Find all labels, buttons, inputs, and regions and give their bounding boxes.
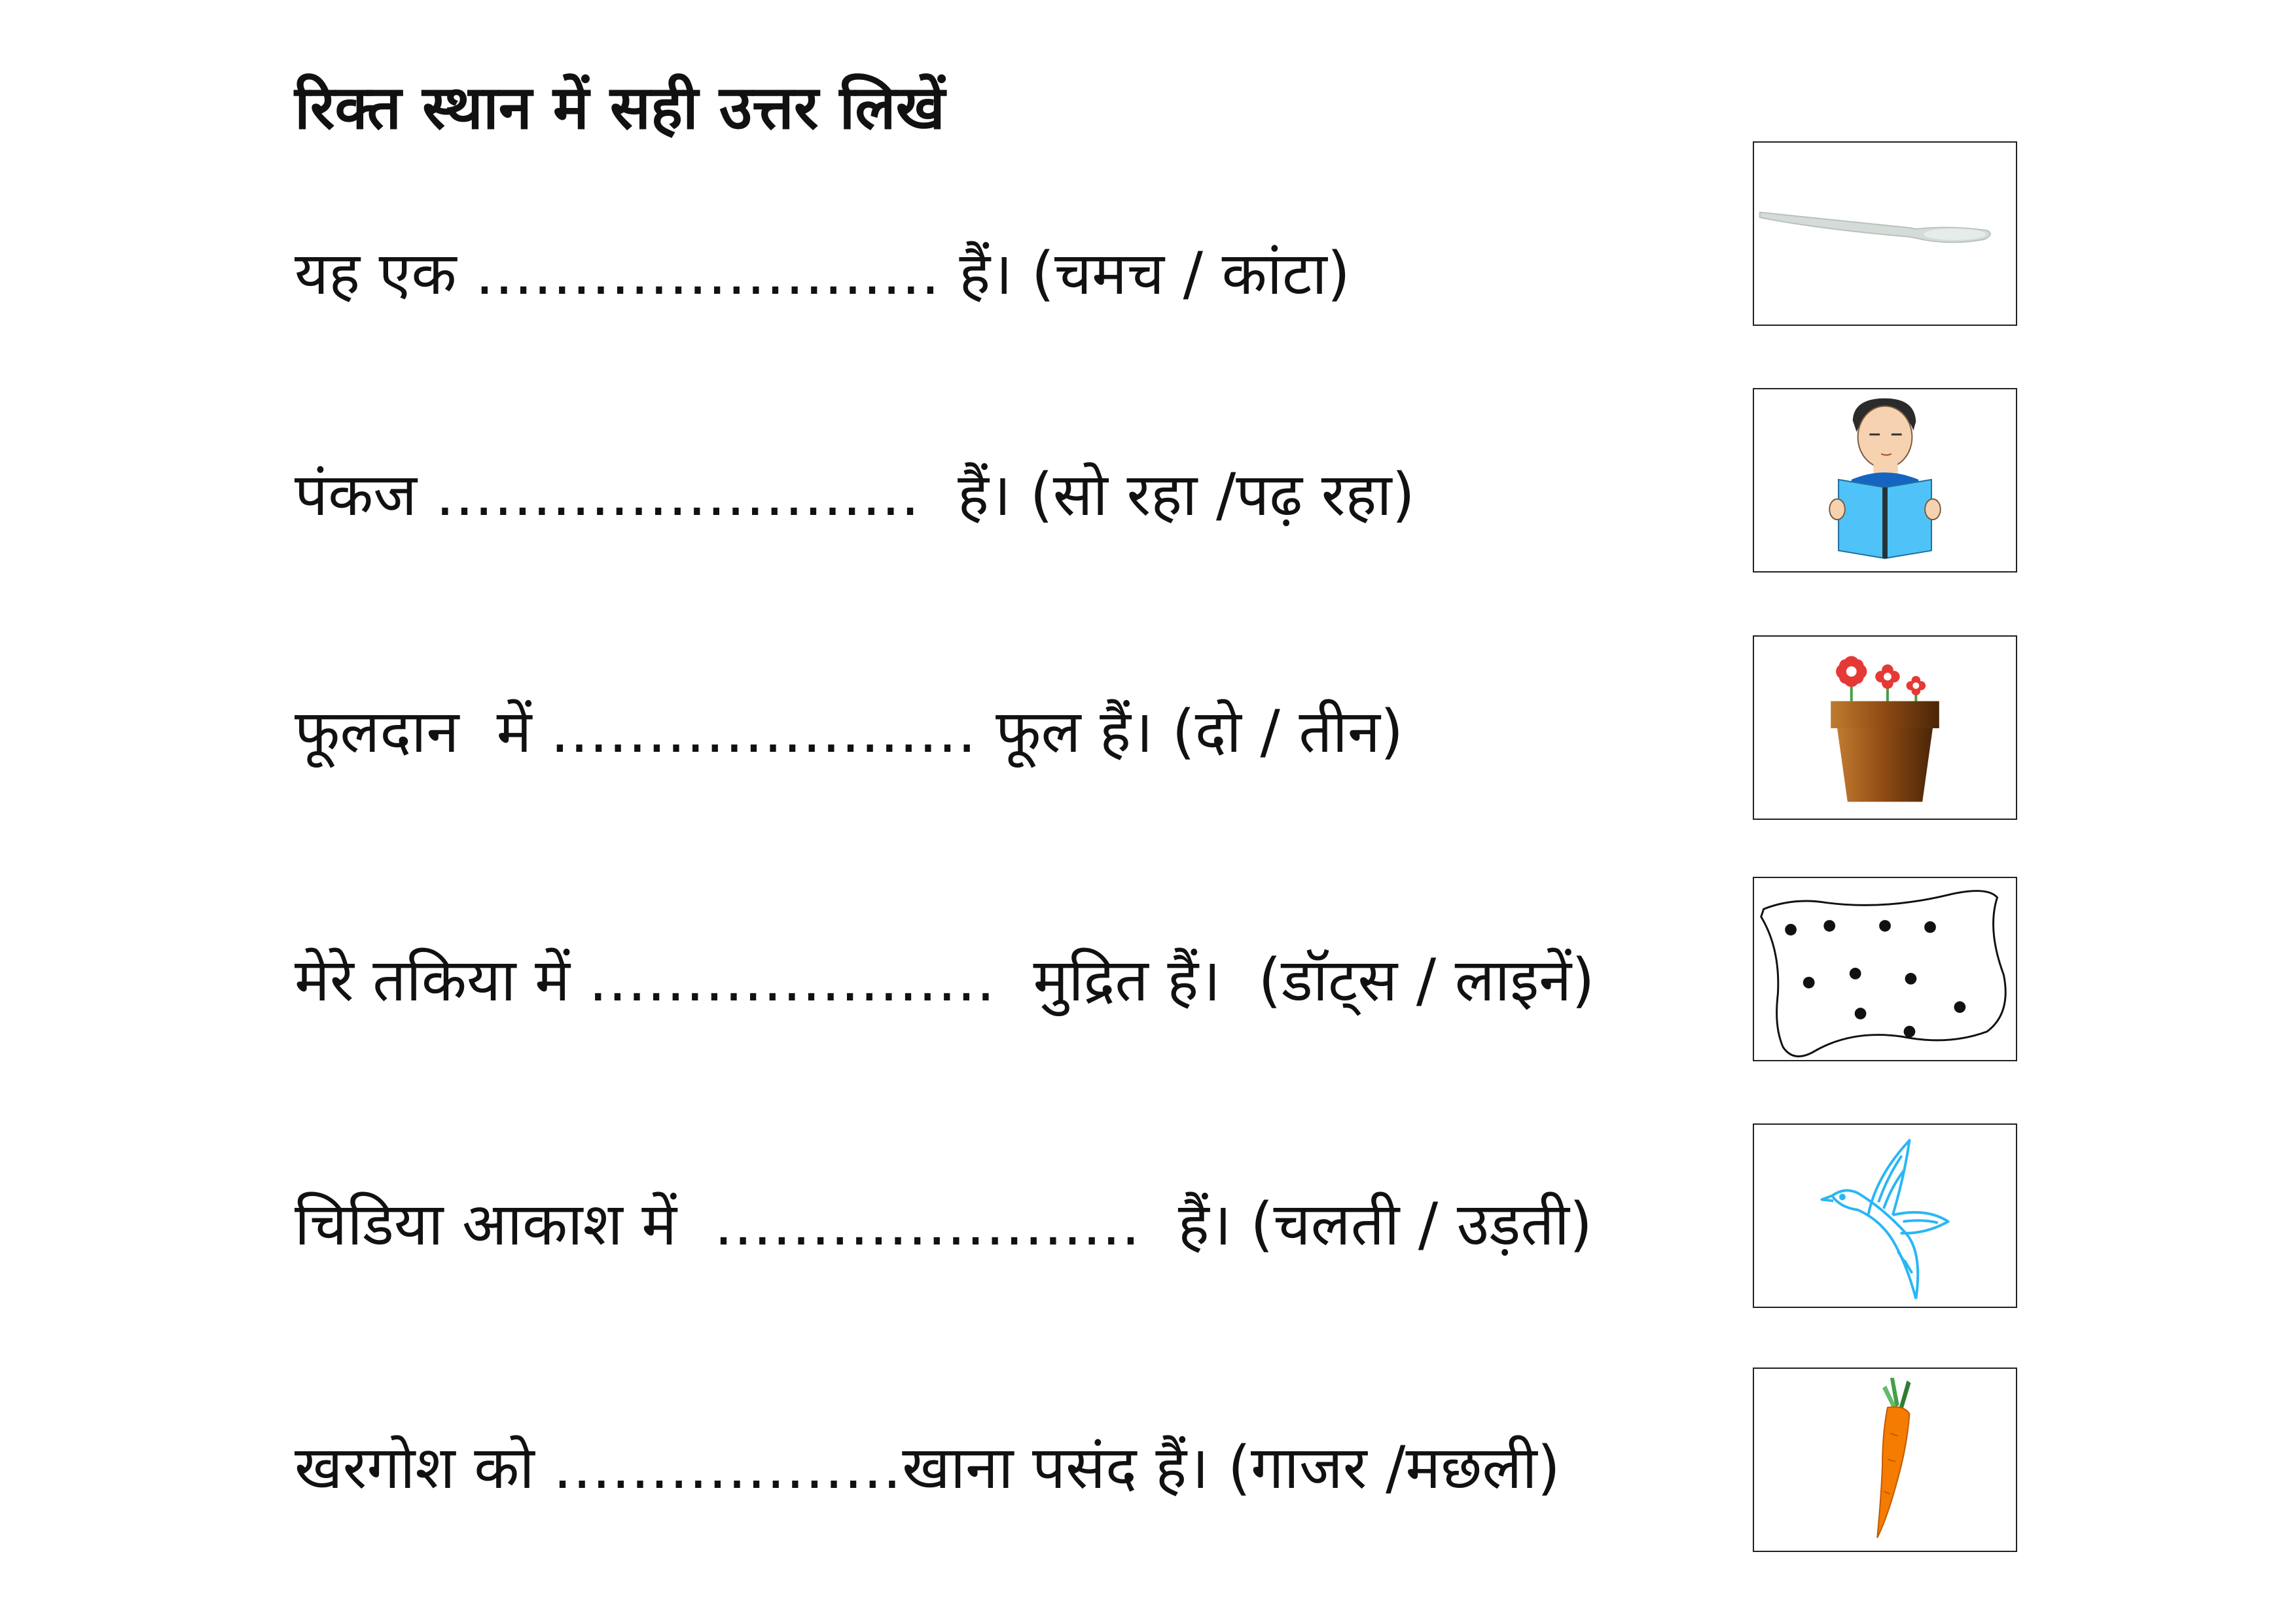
question-3-blank[interactable]: ...................... (550, 697, 977, 766)
question-6-blank[interactable]: .................. (553, 1434, 903, 1502)
picture-frame-3 (1753, 635, 2017, 820)
picture-frame-2 (1753, 388, 2017, 573)
picture-frame-4 (1753, 877, 2017, 1061)
question-4-text-before: मेरे तकिया में (295, 946, 589, 1015)
question-4-blank[interactable]: ..................... (588, 946, 996, 1015)
question-3-text-after: फूल हैं। (दो / तीन) (977, 697, 1404, 766)
question-6 (295, 1433, 1560, 1504)
question-2-text-before: पंकज (295, 461, 436, 529)
picture-frame-5 (1753, 1123, 2017, 1308)
flower-pot-icon (1754, 637, 2016, 819)
question-6-text-after: खाना पसंद हैं। (गाजर /मछली) (902, 1434, 1560, 1502)
worksheet-title: रिक्त स्थान में सही उत्तर लिखें (295, 73, 945, 143)
boy-reading-book-icon (1754, 389, 2016, 571)
question-4 (295, 945, 1594, 1016)
question-1-blank[interactable]: ........................ (475, 239, 941, 308)
question-3 (295, 697, 1403, 768)
question-6-text-before: खरगोश को (295, 1434, 554, 1502)
question-1-text-after: हैं। (चमच / कांटा) (940, 239, 1350, 308)
question-5 (295, 1190, 1592, 1260)
question-2 (295, 460, 1415, 531)
question-2-blank[interactable]: ......................... (435, 461, 920, 529)
question-1-text-before: यह एक (295, 239, 476, 308)
question-1 (295, 239, 1350, 309)
picture-frame-1 (1753, 141, 2017, 326)
question-3-text-before: फूलदान में (295, 697, 551, 766)
question-5-text-after: हैं। (चलती / उड़ती) (1140, 1190, 1593, 1259)
question-4-text-after: मुद्रित हैं। (डॉट्स / लाइनें) (996, 946, 1595, 1015)
dotted-pillow-icon (1754, 878, 2016, 1060)
spoon-icon (1754, 143, 2016, 325)
flying-bird-icon (1754, 1125, 2016, 1307)
carrot-icon (1754, 1369, 2016, 1551)
question-5-blank[interactable]: ...................... (714, 1190, 1141, 1259)
question-2-text-after: हैं। (सो रहा /पढ़ रहा) (920, 461, 1415, 529)
question-5-text-before: चिडिया आकाश में (295, 1190, 715, 1259)
picture-frame-6 (1753, 1368, 2017, 1552)
